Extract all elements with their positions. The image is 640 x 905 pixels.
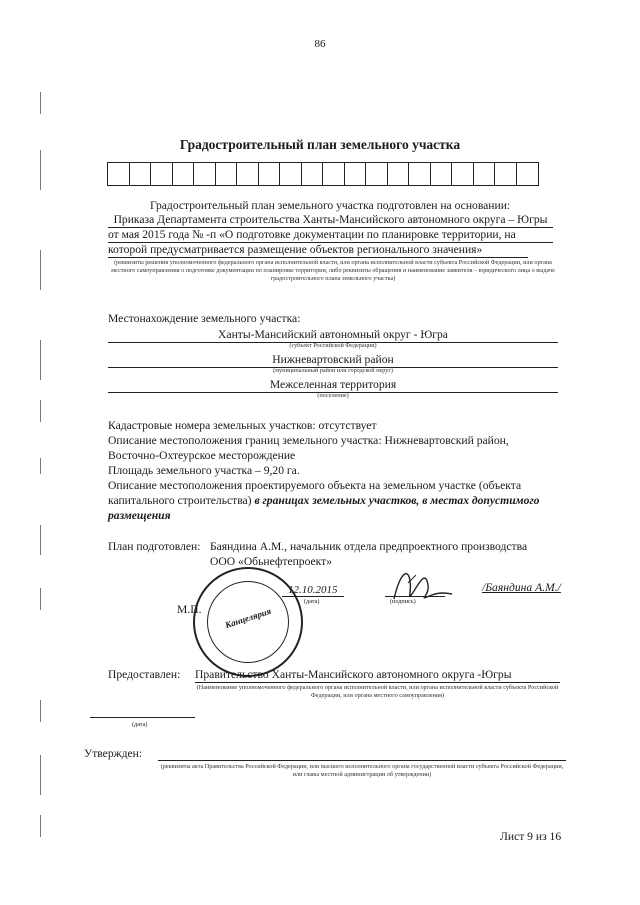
- object-description-plain: капитального строительства): [108, 494, 255, 507]
- signed-name: /Баяндина А.М./: [482, 581, 561, 594]
- plan-number-grid: [107, 162, 539, 186]
- seal-text: Канцелярия: [223, 605, 273, 631]
- land-area: Площадь земельного участка – 9,20 га.: [108, 464, 300, 477]
- basis-line-2: от мая 2015 года № -п «О подготовке документации по планировке территории, на: [108, 227, 553, 243]
- plan-number-cell: [194, 163, 216, 185]
- plan-number-cell: [345, 163, 367, 185]
- sheet-number: Лист 9 из 16: [500, 830, 562, 843]
- date-caption: (дата): [304, 598, 320, 605]
- boundaries-description-1: Описание местоположения границ земельного участка: Нижневартовский район,: [108, 434, 509, 447]
- company-seal: [193, 567, 303, 677]
- prepared-org: ООО «Обьнефтепроект»: [210, 555, 333, 568]
- margin-mark: [40, 92, 41, 114]
- plan-number-cell: [366, 163, 388, 185]
- plan-number-cell: [216, 163, 238, 185]
- plan-number-cell: [108, 163, 130, 185]
- plan-number-cell: [151, 163, 173, 185]
- provided-value: Правительство Ханты-Мансийского автономного округа -Югры: [195, 667, 560, 683]
- plan-number-cell: [474, 163, 496, 185]
- stamp-place-mark: М.П.: [177, 603, 202, 616]
- signature-caption: (подпись): [390, 598, 416, 605]
- margin-mark: [40, 458, 41, 474]
- plan-number-cell: [130, 163, 152, 185]
- location-subject: Ханты-Мансийский автономный округ - Югра: [108, 327, 558, 343]
- plan-number-cell: [452, 163, 474, 185]
- margin-mark: [40, 250, 41, 290]
- basis-intro: Градостроительный план земельного участка подготовлен на основании:: [150, 199, 511, 212]
- approved-label: Утвержден:: [84, 747, 143, 760]
- object-description-1: Описание местоположения проектируемого объекта на земельном участке (объекта: [108, 479, 522, 492]
- plan-number-cell: [237, 163, 259, 185]
- basis-line-1: Приказа Департамента строительства Ханты-Мансийского автономного округа – Югры: [108, 212, 553, 228]
- prepared-label: План подготовлен:: [108, 540, 201, 553]
- cadastral-numbers: Кадастровые номера земельных участков: отсутствует: [108, 419, 377, 432]
- plan-number-cell: [259, 163, 281, 185]
- location-subject-caption: (субъект Российской Федерации): [289, 342, 377, 349]
- margin-mark: [40, 150, 41, 190]
- object-description-2: [108, 493, 568, 508]
- object-description-3: размещения: [108, 509, 171, 522]
- provided-date-caption: (дата): [132, 721, 148, 728]
- location-settlement: Межселенная территория: [108, 377, 558, 393]
- plan-number-cell: [302, 163, 324, 185]
- handwritten-date: 12.10.2015: [288, 584, 338, 596]
- location-label: Местонахождение земельного участка:: [108, 312, 301, 325]
- approved-caption: (реквизиты акта Правительства Российской Федерации, или высшего исполнительного органа государственной власти субъекта Российской Федерации, или главы местной администрации об утверждении): [160, 763, 564, 778]
- provided-date-line: [90, 717, 195, 718]
- basis-caption: (реквизиты решения уполномоченного федерального органа исполнительной власти, или органа исполнительной власти субъекта Российской Федерации, или органа местного самоуправления о подготовке документации по планировке территории, либо реквизиты обращения и наименование заявителя – юридического лица о выдаче градостроительного плана земельного участка): [111, 259, 555, 282]
- plan-number-cell: [280, 163, 302, 185]
- location-settlement-caption: (поселение): [317, 392, 349, 399]
- margin-mark: [40, 815, 41, 837]
- location-district-caption: (муниципальный район или городской округ): [273, 367, 393, 374]
- plan-number-cell: [388, 163, 410, 185]
- margin-mark: [40, 525, 41, 555]
- object-description-italic: в границах земельных участков, в местах допустимого: [254, 494, 540, 507]
- approved-line: [158, 760, 566, 761]
- provided-caption: (Наименование уполномоченного федерального органа исполнительной власти, или органа исполнительной власти субъекта Российской Федерации, или органа местного самоуправления): [196, 684, 559, 699]
- plan-number-cell: [409, 163, 431, 185]
- location-district: Нижневартовский район: [108, 352, 558, 368]
- handwritten-signature: [386, 563, 456, 608]
- basis-line-3: которой предусматривается размещение объектов регионального значения»: [108, 242, 528, 258]
- plan-number-cell: [431, 163, 453, 185]
- provided-label: Предоставлен:: [108, 668, 181, 681]
- margin-mark: [40, 755, 41, 795]
- plan-number-cell: [517, 163, 539, 185]
- prepared-person: Баяндина А.М., начальник отдела предпроектного производства: [210, 540, 528, 553]
- document-title: Градостроительный план земельного участка: [179, 137, 461, 152]
- plan-number-cell: [323, 163, 345, 185]
- margin-mark: [40, 588, 41, 610]
- margin-mark: [40, 340, 41, 380]
- margin-mark: [40, 700, 41, 722]
- page-number: 86: [314, 38, 326, 50]
- plan-number-cell: [495, 163, 517, 185]
- boundaries-description-2: Восточно-Охтеурское месторождение: [108, 449, 296, 462]
- margin-mark: [40, 400, 41, 422]
- plan-number-cell: [173, 163, 195, 185]
